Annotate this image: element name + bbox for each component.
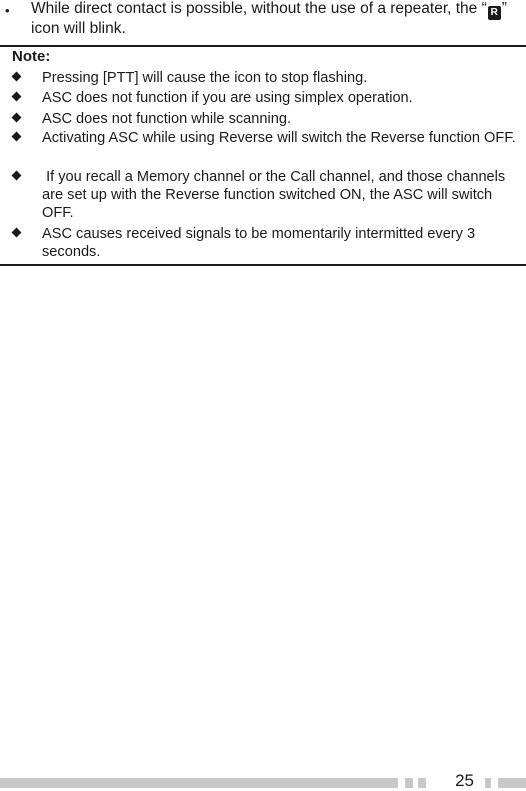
note-item-text: ASC does not function while scanning. [42, 111, 292, 127]
diamond-bullet-icon [12, 228, 22, 238]
footer-bar-mark [485, 778, 491, 788]
footer-bar-end [498, 778, 526, 788]
diamond-bullet-icon [12, 132, 22, 142]
diamond-bullet-icon [12, 113, 22, 123]
diamond-bullet-icon [12, 92, 22, 102]
footer-bar-long [0, 778, 398, 788]
intro-bullet: • [5, 3, 10, 18]
note-title: Note: [12, 48, 51, 65]
note-item-text: If you recall a Memory channel or the Call channel, and those channels are set up with the Reverse function switched ON, the ASC will switch OFF. [42, 169, 510, 221]
note-item-text: Activating ASC while using Reverse will switch the Reverse function OFF. [42, 130, 516, 146]
intro-text-before: While direct contact is possible, without the use of a repeater, the “ [31, 0, 487, 17]
page-number: 25 [455, 771, 474, 790]
repeater-r-icon: R [488, 6, 501, 20]
diamond-bullet-icon [12, 72, 22, 82]
intro-text [31, 0, 511, 38]
note-item-text: Pressing [PTT] will cause the icon to stop flashing. [42, 70, 368, 86]
note-item-text: ASC does not function if you are using simplex operation. [42, 90, 413, 106]
note-bottom-rule [0, 264, 526, 266]
note-top-rule [0, 45, 526, 47]
note-item-text: ASC causes received signals to be momentarily intermitted every 3 seconds. [42, 226, 476, 260]
diamond-bullet-icon [12, 171, 22, 181]
footer-bar-mark [418, 778, 426, 788]
footer-bar-mark [405, 778, 413, 788]
intro-text-after: ” icon will blink. [31, 0, 507, 37]
